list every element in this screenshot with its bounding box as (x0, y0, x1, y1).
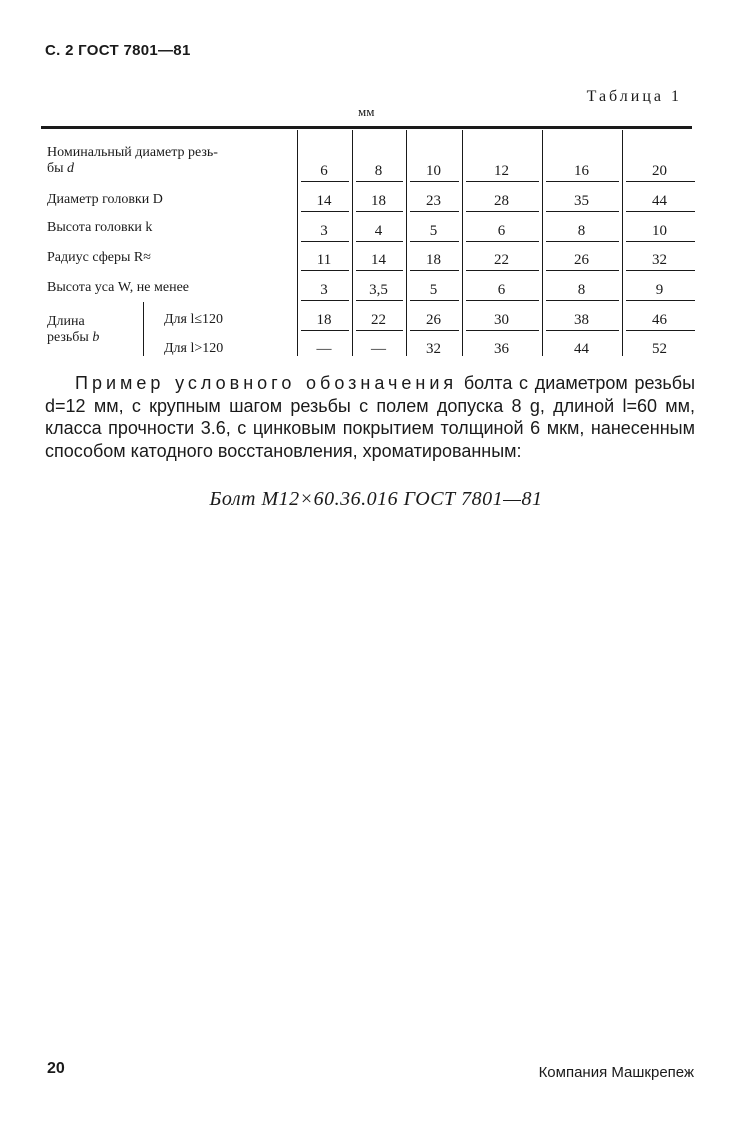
cell-underline (546, 241, 619, 242)
table-cell: 46 (652, 312, 667, 328)
table-cell: 9 (655, 282, 664, 298)
table-cell: 26 (574, 252, 589, 268)
cell-underline (410, 270, 459, 271)
page-header: С. 2 ГОСТ 7801—81 (45, 42, 191, 59)
table-cell: 6 (320, 163, 328, 179)
column-divider-line (622, 130, 623, 356)
designation: Болт М12×60.36.016 ГОСТ 7801—81 (209, 488, 543, 510)
table-cell: 22 (371, 312, 386, 328)
table-label: Таблица 1 (586, 88, 682, 105)
cell-underline (466, 181, 539, 182)
table-cell: 3 (320, 282, 328, 298)
cell-underline (301, 241, 349, 242)
cell-underline (546, 330, 619, 331)
cell-underline (301, 300, 349, 301)
table-cell: 44 (574, 341, 589, 357)
table-cell: 14 (316, 193, 332, 209)
cell-underline (626, 270, 695, 271)
table-cell: 6 (497, 223, 506, 239)
cell-underline (626, 181, 695, 182)
cell-underline (546, 211, 619, 212)
table-cell: 12 (494, 163, 509, 179)
table-cell: 10 (652, 223, 667, 239)
table-cell: 5 (429, 282, 438, 298)
table-cell: 44 (652, 193, 667, 209)
cell-underline (466, 270, 539, 271)
table-cell: 18 (426, 252, 441, 268)
table-top-rule (41, 126, 692, 129)
table-cell: 30 (494, 312, 509, 328)
cell-underline (546, 181, 619, 182)
table-cell: 35 (574, 193, 589, 209)
table-cell: 20 (652, 163, 667, 179)
cell-underline (356, 181, 403, 182)
sub-label-long: Для l>120 (164, 341, 224, 356)
row-label-sphere-radius: Радиус сферы R≈ (47, 250, 151, 265)
cell-underline (466, 241, 539, 242)
cell-underline (546, 270, 619, 271)
table-cell: 4 (374, 223, 383, 239)
table-cell: 32 (652, 252, 667, 268)
table-cell: 23 (426, 193, 441, 209)
sub-label-short: Для l≤120 (164, 312, 224, 327)
cell-underline (626, 300, 695, 301)
cell-underline (356, 241, 403, 242)
table-cell: 3 (320, 223, 328, 239)
table-cell: 36 (494, 341, 509, 357)
cell-underline (301, 330, 349, 331)
table-cell: 3,5 (369, 282, 388, 298)
table-cell: 38 (574, 312, 589, 328)
cell-underline (466, 300, 539, 301)
cell-underline (466, 211, 539, 212)
table-cell: 8 (577, 223, 586, 239)
table-cell: 52 (652, 341, 667, 357)
cell-underline (301, 211, 349, 212)
row-label-head-height: Высота головки k (47, 220, 153, 235)
column-divider-line (352, 130, 353, 356)
cell-underline (356, 300, 403, 301)
cell-underline (356, 330, 403, 331)
table-cell: 10 (426, 163, 441, 179)
sub-divider-line (143, 302, 144, 356)
column-divider-line (297, 130, 298, 356)
table-cell: 16 (574, 163, 589, 179)
table-units: мм (358, 104, 375, 119)
table-cell: 32 (426, 341, 441, 357)
table-cell: 14 (371, 252, 386, 268)
column-divider-line (406, 130, 407, 356)
company-name: Компания Машкрепеж (538, 1064, 694, 1081)
table-cell: — (316, 341, 332, 357)
row-label-head-diameter: Диаметр головки D (47, 192, 163, 207)
cell-underline (626, 330, 695, 331)
cell-underline (410, 241, 459, 242)
cell-underline (410, 300, 459, 301)
row-label-thread-length: Длина резьбы b (47, 314, 100, 345)
table-cell: 5 (429, 223, 438, 239)
table-cell: 8 (374, 163, 383, 179)
table-cell: 28 (494, 193, 509, 209)
table-cell: 26 (426, 312, 441, 328)
row-label-whisker-height: Высота уса W, не менее (47, 280, 190, 295)
cell-underline (410, 330, 459, 331)
table-cell: — (371, 341, 386, 357)
column-divider-line (542, 130, 543, 356)
example-body: болта с диаметром резьбы d=12 мм, с крупным шагом резьбы с полем допуска 8 g, длиной l=60 мм, класса прочности 3.6, с цинковым покрытием толщиной 6 мкм, нанесенным способом катодного восстановления, хроматированным: (45, 373, 695, 461)
table-cell: 18 (316, 312, 332, 328)
table-cell: 22 (494, 252, 509, 268)
column-divider-line (462, 130, 463, 356)
cell-underline (301, 270, 349, 271)
example-first-words: Пример условного обозначения (75, 373, 458, 393)
page-number: 20 (47, 1060, 65, 1077)
table-cell: 6 (497, 282, 506, 298)
cell-underline (546, 300, 619, 301)
cell-underline (356, 211, 403, 212)
example-paragraph (45, 372, 695, 462)
cell-underline (626, 241, 695, 242)
cell-underline (410, 181, 459, 182)
table-cell: 8 (577, 282, 586, 298)
table-cell: 11 (316, 252, 332, 268)
cell-underline (626, 211, 695, 212)
row-label-nominal-diameter: Номинальный диаметр резь- бы d (47, 145, 218, 176)
cell-underline (466, 330, 539, 331)
cell-underline (356, 270, 403, 271)
cell-underline (301, 181, 349, 182)
cell-underline (410, 211, 459, 212)
table-cell: 18 (371, 193, 386, 209)
